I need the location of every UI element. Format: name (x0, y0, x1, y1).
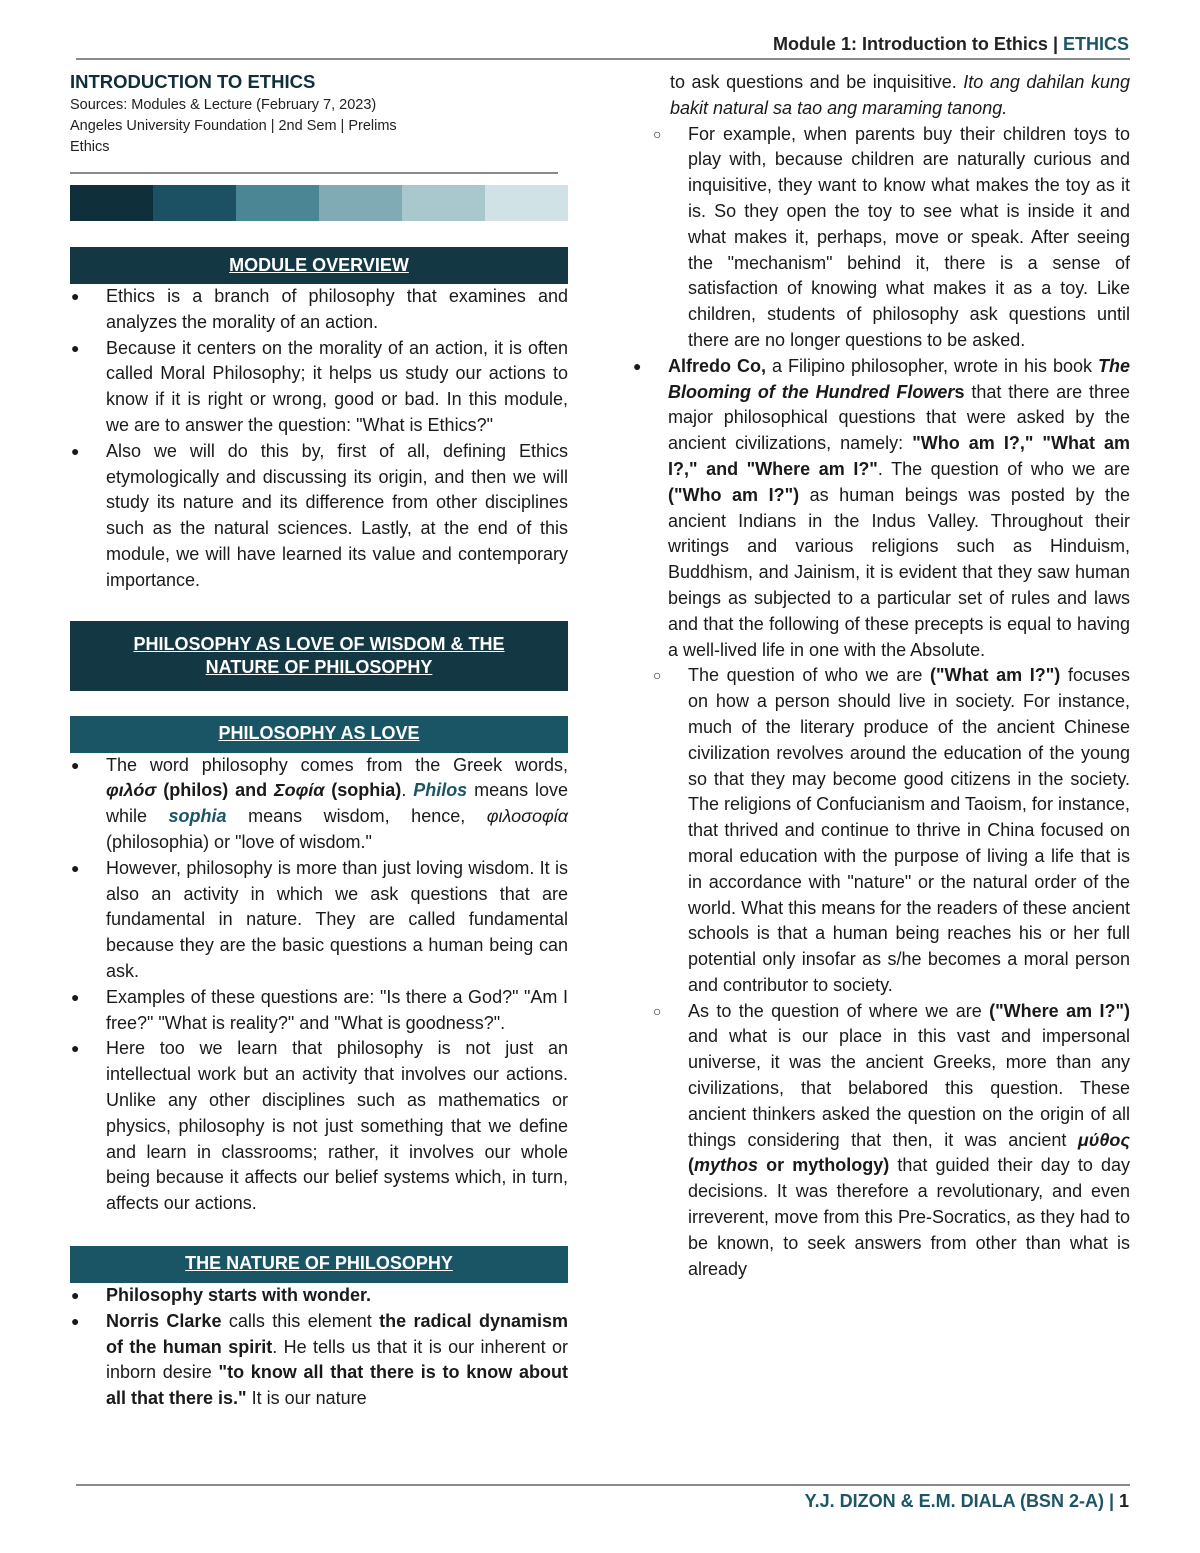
text-run: (philosophia) or "love of wisdom." (106, 831, 372, 852)
greek-sophia: Σοφία (273, 780, 325, 801)
sophia-term: sophia (168, 806, 227, 827)
text-run: (philos) and (156, 780, 274, 801)
example-sublist (632, 122, 1130, 354)
list-item (70, 1283, 568, 1309)
list-item (632, 663, 1130, 998)
questions-sublist (632, 663, 1130, 1282)
person-name: Norris Clarke (106, 1310, 222, 1331)
philos-term: Philos (413, 780, 468, 801)
palette-swatch (153, 185, 236, 221)
text-run: a Filipino philosopher, wrote in his book (765, 355, 1098, 376)
text-run: . He tells us that it is our inherent or inborn desire (106, 1336, 568, 1383)
text-run: means love while (106, 780, 568, 827)
text-run: The question of who we are (688, 665, 930, 686)
list-item: ● Because it centers on the morality of an action, it is often called Moral Philosophy; it helps us study our actions to know if it is right or wrong, good or bad. In this module, we are to answer the question: "What is Ethics?" (70, 336, 568, 439)
co-list (632, 354, 1130, 664)
list-item (70, 753, 568, 856)
text-run: The word philosophy comes from the Greek words, (106, 754, 568, 775)
list-item: ● However, philosophy is more than just loving wisdom. It is also an activity in which we ask questions that are fundamental in nature. They are called fundamental because they are the basic questions a human being can ask. (70, 856, 568, 985)
book-title: The Blooming of the Hundred Flower (668, 355, 1131, 402)
overview-list (70, 284, 568, 594)
sources-line: Sources: Modules & Lecture (February 7, 2023) (70, 97, 377, 113)
text-run: . (401, 780, 414, 801)
list-item (632, 999, 1130, 1283)
text-run: that guided their day to day decisions. It was therefore a revolutionary, and even irreverent, move from this Pre-Socratics, as they had to be known, to seek answers from other than what is already (688, 1155, 1131, 1279)
palette-swatch (236, 185, 319, 221)
text-run: It is our nature (246, 1388, 367, 1409)
footer-rule (76, 1484, 1130, 1486)
school-line: Angeles University Foundation | 2nd Sem | Prelims (70, 118, 397, 134)
list-item: ○ For example, when parents buy their children toys to play with, because children are naturally curious and inquisitive, they want to know what makes the toy as it is. So they open the toy to see what is inside it and what makes it, perhaps, move or speak. After seeing the "mechanism" behind it, there is a sense of satisfaction of knowing what makes it as a toy. Like children, students of philosophy ask questions until there are no longer questions to be asked. (632, 122, 1130, 354)
nature-list (70, 1283, 568, 1412)
list-item: ● Examples of these questions are: "Is there a God?" "Am I free?" "What is reality?" and "What is goodness?". (70, 985, 568, 1037)
palette-swatch (402, 185, 485, 221)
subject-line: Ethics (70, 139, 110, 155)
heading-line: PHILOSOPHY AS LOVE OF WISDOM & THE (133, 633, 505, 654)
title-rule (70, 172, 558, 174)
footer-authors: Y.J. DIZON & E.M. DIALA (BSN 2-A) | (804, 1491, 1119, 1511)
philosophy-as-love-heading: PHILOSOPHY AS LOVE (70, 716, 568, 753)
header-title: Module 1: Introduction to Ethics | (772, 34, 1063, 54)
heading-line: NATURE OF PHILOSOPHY (205, 656, 433, 677)
greek-philosophia: φιλοσοφία (486, 806, 568, 827)
header-subject: ETHICS (1062, 34, 1129, 54)
text-run: Philosophy starts with wonder. (106, 1284, 372, 1305)
module-overview-heading: MODULE OVERVIEW (70, 247, 568, 284)
page-number: 1 (1118, 1491, 1129, 1511)
greek-mythos: μύθος (1077, 1129, 1130, 1150)
text-run: focuses on how a person should live in society. For instance, much of the literary produce of the ancient Chinese civilization revolves around the education of the young so that they may become good citizens in the society. The religions of Confucianism and Taoism, for instance, that thrived and continue to thrive in China focused on moral education with the purpose of living a life that is in accordance with "nature" or the natural order of the world. What this means for the readers of these ancient schools is that a human being reaches his or her full potential only insofar as s/he becomes a moral person and contributor to society. (688, 665, 1130, 995)
right-column (632, 70, 1130, 1282)
text-run: to ask questions and be inquisitive. (670, 72, 964, 92)
text-run: ( (688, 1155, 694, 1176)
list-item (70, 1309, 568, 1412)
mythos-term: mythos (694, 1155, 759, 1176)
person-name: Alfredo Co, (668, 355, 766, 376)
text-run: the radical dynamism of the human spirit (106, 1310, 569, 1357)
left-column (70, 70, 568, 1412)
text-run: As to the question of where we are (688, 1000, 990, 1021)
text-run: that there are three major philosophical questions that were asked by the ancient civilizations, namely: (668, 381, 1130, 454)
quote: ("What am I?") (929, 665, 1061, 686)
love-list (70, 753, 568, 1217)
text-run: and what is our place in this vast and impersonal universe, it was the ancient Greeks, more than any civilizations, that belabored this question. These ancient thinkers asked the question on the origin of all things considering that then, it was ancient (688, 1026, 1130, 1150)
quote: ("Where am I?") (989, 1000, 1130, 1021)
quote: "to know all that there is to know about all that there is." (106, 1362, 568, 1409)
nature-of-philosophy-heading: THE NATURE OF PHILOSOPHY (70, 1246, 568, 1283)
text-run: s (954, 381, 965, 402)
quote: "Who am I?," "What am I?," and "Where am I?" (668, 433, 1130, 479)
palette-swatch (70, 185, 153, 221)
philosophy-section-heading (70, 621, 568, 691)
continuation (632, 70, 1130, 122)
text-run: as human beings was posted by the ancient Indians in the Indus Valley. Throughout their writings and various religions such as Hinduism, Buddhism, and Jainism, it is evident that they saw human beings as subjected to a particular set of rules and laws and that the following of these precepts is equal to having a well-lived life in one with the Absolute. (668, 484, 1130, 660)
text-run: calls this element (221, 1310, 380, 1331)
filipino-note: Ito ang dahilan kung bakit natural sa tao ang maraming tanong. (670, 72, 1130, 118)
list-item: ● Also we will do this by, first of all, defining Ethics etymologically and discussing its origin, and then we will study its nature and its difference from other disciplines such as the natural sciences. Lastly, at the end of this module, we will have learned its value and contemporary importance. (70, 439, 568, 594)
page-header (773, 34, 1129, 55)
list-item: ● Ethics is a branch of philosophy that examines and analyzes the morality of an action. (70, 284, 568, 336)
list-item (632, 354, 1130, 664)
list-item: ● Here too we learn that philosophy is not just an intellectual work but an activity that involves our actions. Unlike any other disciplines such as mathematics or physics, philosophy is not just something that we define and learn in classrooms; rather, it involves our whole being because it affects our belief systems which, in turn, affects our actions. (70, 1036, 568, 1217)
color-palette-strip (70, 185, 568, 221)
header-rule (76, 58, 1130, 60)
text-run: (sophia) (324, 780, 402, 801)
list-item (632, 70, 1130, 122)
document-title: INTRODUCTION TO ETHICS (70, 71, 316, 92)
text-run: or mythology) (758, 1155, 890, 1176)
quote: ("Who am I?") (668, 484, 800, 505)
palette-swatch (485, 185, 568, 221)
text-run: . The question of who we are (877, 458, 1130, 479)
palette-swatch (319, 185, 402, 221)
text-run: means wisdom, hence, (226, 806, 487, 827)
page-footer (805, 1491, 1129, 1512)
greek-philos: φιλόσ (106, 780, 157, 801)
